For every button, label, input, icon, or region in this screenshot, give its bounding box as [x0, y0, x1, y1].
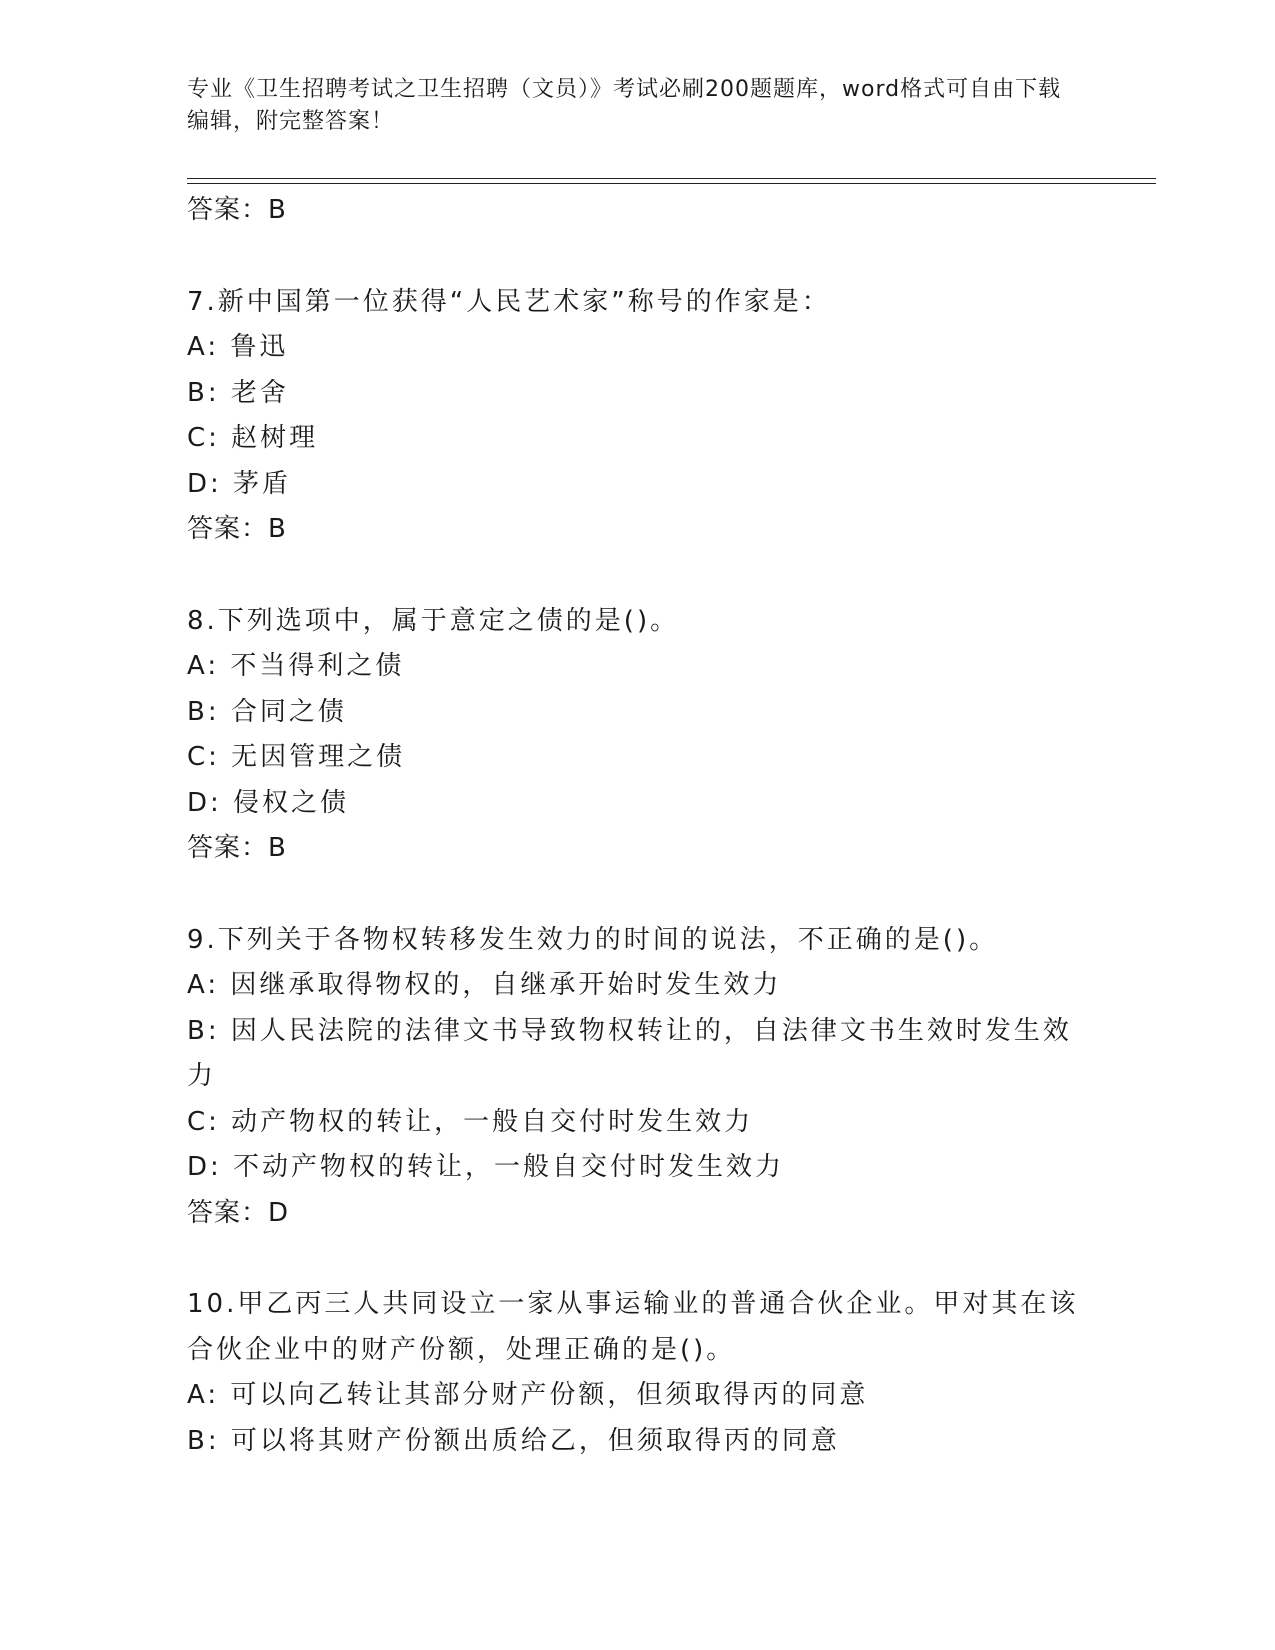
header-divider-top: [187, 178, 1156, 179]
option-a: A: 可以向乙转让其部分财产份额，但须取得丙的同意: [187, 1380, 869, 1410]
question-text: 9.下列关于各物权转移发生效力的时间的说法，不正确的是()。: [187, 924, 999, 955]
option-b: B: 可以将其财产份额出质给乙，但须取得丙的同意: [187, 1425, 840, 1456]
question-content: [187, 188, 1087, 1464]
option-c: C: 赵树理: [187, 423, 319, 453]
option-c: C: 无因管理之债: [187, 742, 406, 772]
option-b: B: 因人民法院的法律文书导致物权转让的，自法律文书生效时发生效力: [187, 1015, 1072, 1091]
option-b: B: 合同之债: [187, 696, 347, 727]
header-divider-bottom: [187, 183, 1156, 184]
answer-line: 答案：D: [187, 1197, 290, 1228]
option-d: D: 不动产物权的转让，一般自交付时发生效力: [187, 1152, 785, 1182]
option-d: D: 茅盾: [187, 468, 292, 499]
document-header: 专业《卫生招聘考试之卫生招聘（文员）》考试必刷200题题库，word格式可自由下载编辑，附完整答案！: [187, 77, 1062, 134]
option-b: B: 老舍: [187, 377, 289, 408]
option-d: D: 侵权之债: [187, 787, 350, 818]
option-c: C: 动产物权的转让，一般自交付时发生效力: [187, 1106, 754, 1137]
option-a: A: 因继承取得物权的，自继承开始时发生效力: [187, 970, 782, 1000]
answer-line: 答案：B: [187, 514, 287, 544]
question-text: 8.下列选项中，属于意定之债的是()。: [187, 605, 680, 636]
option-a: A: 不当得利之债: [187, 651, 405, 681]
question-text: 7.新中国第一位获得“人民艺术家”称号的作家是：: [187, 286, 831, 317]
answer-line: 答案：B: [187, 195, 287, 225]
answer-line: 答案：B: [187, 833, 287, 863]
option-a: A: 鲁迅: [187, 332, 289, 362]
question-text: 10.甲乙丙三人共同设立一家从事运输业的普通合伙企业。甲对其在该合伙企业中的财产份额，处理正确的是()。: [187, 1289, 1079, 1365]
